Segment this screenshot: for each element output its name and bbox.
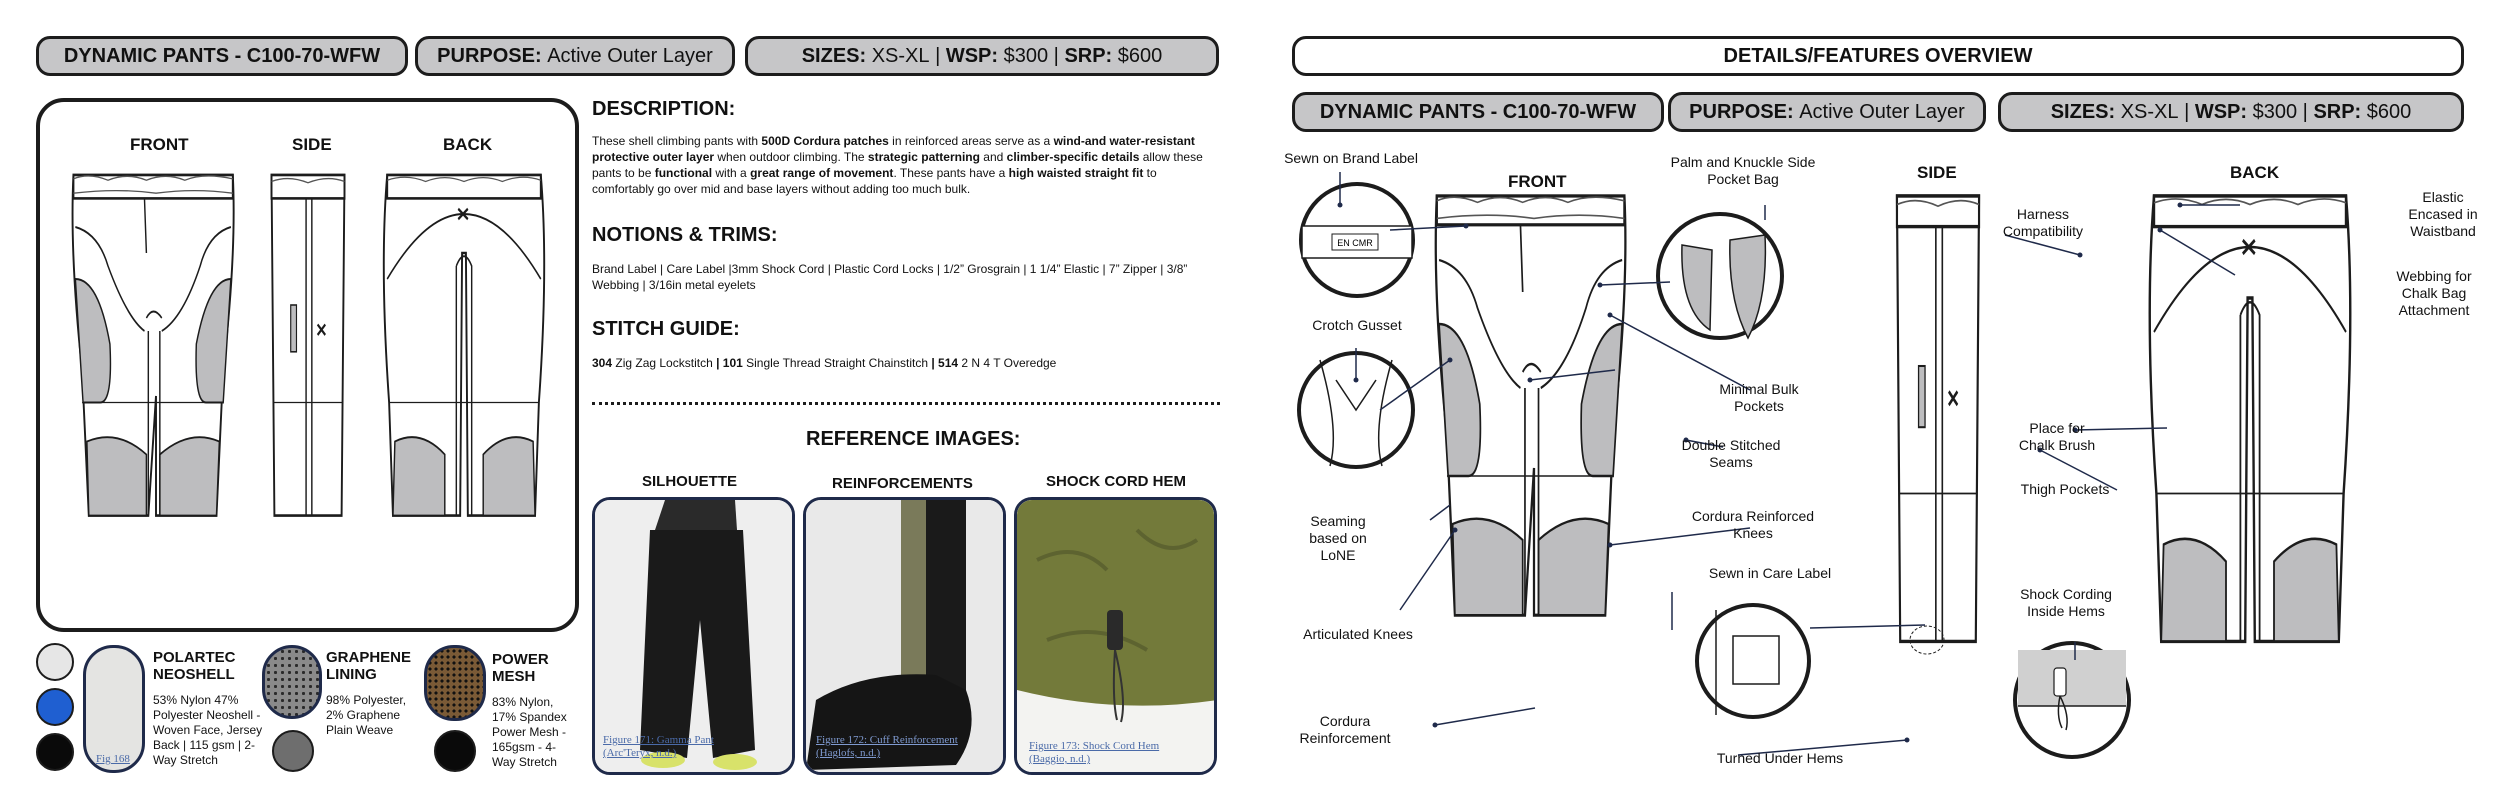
callout-double-stitched: Double Stitched Seams <box>1681 437 1781 470</box>
powermesh-fabric-sample <box>424 645 486 721</box>
sizes-value: XS-XL <box>871 44 930 67</box>
ref-image-reinforcements <box>803 497 1006 775</box>
side-flat <box>272 175 345 516</box>
neoshell-title: POLARTEC NEOSHELL <box>153 649 236 683</box>
r-front-label: FRONT <box>1508 172 1567 191</box>
purpose-label: PURPOSE: <box>437 44 542 67</box>
front-flat <box>73 175 234 516</box>
stitch-text: 304 Zig Zag Lockstitch | 101 Single Thread Straight Chainstitch | 514 2 N 4 T Overedge <box>592 356 1057 370</box>
shock-cord-photo <box>1017 500 1217 775</box>
overview-title: DETAILS/FEATURES OVERVIEW <box>1723 44 2033 67</box>
brand-label-detail <box>1301 184 1413 296</box>
swatch-black-2 <box>434 730 476 772</box>
ref-title-silhouette: SILHOUETTE <box>642 473 738 490</box>
swatch-grey <box>272 730 314 772</box>
r-product-title: DYNAMIC PANTS - C100-70-WFW <box>1319 100 1637 123</box>
callout-minimal-bulk: Minimal Bulk Pockets <box>1719 381 1799 414</box>
powermesh-title: POWER MESH <box>492 651 549 685</box>
r-front-flat <box>1436 196 1626 615</box>
back-flat <box>384 175 544 516</box>
r-purpose-label: PURPOSE: <box>1689 100 1794 123</box>
r-srp-value: $600 <box>2366 100 2412 123</box>
callout-shock-cording: Shock Cording Inside Hems <box>2020 586 2112 619</box>
ref-title-reinforcements: REINFORCEMENTS <box>832 475 973 492</box>
notions-heading: NOTIONS & TRIMS: <box>592 224 778 246</box>
ref-caption-shock-cord[interactable]: Figure 173: Shock Cord Hem (Baggio, n.d.) <box>1029 740 1160 765</box>
r-wsp-value: $300 <box>2252 100 2298 123</box>
neoshell-fabric-sample <box>83 645 145 773</box>
ref-image-shock-cord <box>1014 497 1217 775</box>
callout-cordura-knees: Cordura Reinforced Knees <box>1691 508 1815 541</box>
product-title-pill <box>36 36 408 76</box>
notions-text: Brand Label | Care Label |3mm Shock Cord | Plastic Cord Locks | 1/2” Grosgrain | 1 1/4” Elastic | 7” Zipper | 3/8” Webbing | 3/16in metal eyelets <box>592 262 1188 292</box>
reference-heading: REFERENCE IMAGES: <box>806 428 1021 450</box>
description-heading: DESCRIPTION: <box>592 98 736 120</box>
r-back-label: BACK <box>2230 163 2280 182</box>
graphene-fabric-sample <box>262 645 322 719</box>
r-purpose-value: Active Outer Layer <box>1799 100 1965 123</box>
purpose-value: Active Outer Layer <box>547 44 713 67</box>
back-view-label: BACK <box>443 135 493 154</box>
callout-cordura-reinforcement: Cordura Reinforcement <box>1299 713 1391 746</box>
purpose-pill <box>415 36 735 76</box>
care-label-detail <box>1697 605 1809 717</box>
r-back-flat <box>2150 196 2351 641</box>
wsp-label: WSP: <box>945 44 999 67</box>
srp-value: $600 <box>1117 44 1163 67</box>
callout-thigh-pockets: Thigh Pockets <box>2020 481 2110 497</box>
detail-sketches <box>1280 0 2500 809</box>
ref-caption-silhouette[interactable]: Figure 171: Gamma Pant (Arc'Teryx, n.d.) <box>603 734 714 759</box>
stitch-heading: STITCH GUIDE: <box>592 318 740 340</box>
swatch-white <box>36 643 74 681</box>
r-side-flat <box>1897 196 1979 641</box>
flat-sketches <box>40 170 570 610</box>
powermesh-text: 83% Nylon, 17% Spandex Power Mesh - 165gsm - 4-Way Stretch <box>492 695 567 769</box>
r-side-label: SIDE <box>1917 163 1957 182</box>
r-sizes-value: XS-XL <box>2120 100 2179 123</box>
swatch-black <box>36 733 74 771</box>
callout-brand-label: Sewn on Brand Label <box>1284 150 1418 166</box>
graphene-title: GRAPHENE LINING <box>326 649 412 683</box>
neoshell-fig-label: Fig 168 <box>96 753 130 765</box>
neoshell-text: 53% Nylon 47% Polyester Neoshell - Woven Face, Jersey Back | 115 gsm | 2-Way Stretch <box>153 693 263 767</box>
swatch-blue <box>36 688 74 726</box>
graphene-text: 98% Polyester, 2% Graphene Plain Weave <box>326 693 407 737</box>
callout-harness: Harness Compatibility <box>2002 206 2084 239</box>
callout-crotch-gusset: Crotch Gusset <box>1312 317 1402 333</box>
shock-cord-detail <box>2015 643 2129 757</box>
callout-care-label: Sewn in Care Label <box>1708 565 1832 581</box>
description-text: These shell climbing pants with 500D Cordura patches in reinforced areas serve as a wind-and water-resistant protective outer layer when outdoor climbing. The strategic patterning and climber-specific details allow these pants to be functional with a great range of movement. These pants have a high waisted straight fit to comfortably go over mid and base layers without adding too much bulk. <box>592 134 1203 196</box>
ref-caption-reinforcements[interactable]: Figure 172: Cuff Reinforcement (Haglofs, n.d.) <box>816 734 958 759</box>
sizes-label: SIZES: <box>801 44 867 67</box>
ref-title-shock-cord: SHOCK CORD HEM <box>1046 473 1187 490</box>
callout-webbing: Webbing for Chalk Bag Attachment <box>2396 268 2472 318</box>
brand-label-tag: EN CMR <box>1337 238 1373 248</box>
sizes-pill: SIZES: XS-XL | WSP: $300 | SRP: $600 <box>745 36 1219 76</box>
r-srp-label: SRP: <box>2313 100 2362 123</box>
product-title: DYNAMIC PANTS - C100-70-WFW <box>63 44 381 67</box>
callout-articulated-knees: Articulated Knees <box>1303 626 1413 642</box>
callout-turned-hems: Turned Under Hems <box>1716 750 1844 766</box>
front-view-label: FRONT <box>130 135 189 154</box>
r-sizes-label: SIZES: <box>2050 100 2116 123</box>
callout-pocket-bag: Palm and Knuckle Side Pocket Bag <box>1670 154 1816 187</box>
r-wsp-label: WSP: <box>2194 100 2248 123</box>
section-divider <box>592 402 1220 405</box>
wsp-value: $300 <box>1003 44 1049 67</box>
srp-label: SRP: <box>1064 44 1113 67</box>
side-view-label: SIDE <box>292 135 332 154</box>
r-sizes-pill: SIZES: XS-XL | WSP: $300 | SRP: $600 <box>1998 92 2464 132</box>
pocket-bag-detail <box>1658 214 1782 338</box>
ref-image-silhouette <box>592 497 795 775</box>
callout-seaming: Seaming based on LoNE <box>1309 513 1367 563</box>
callout-elastic-waistband: Elastic Encased in Waistband <box>2408 189 2478 239</box>
callout-chalk-brush: Place for Chalk Brush <box>2018 420 2096 453</box>
